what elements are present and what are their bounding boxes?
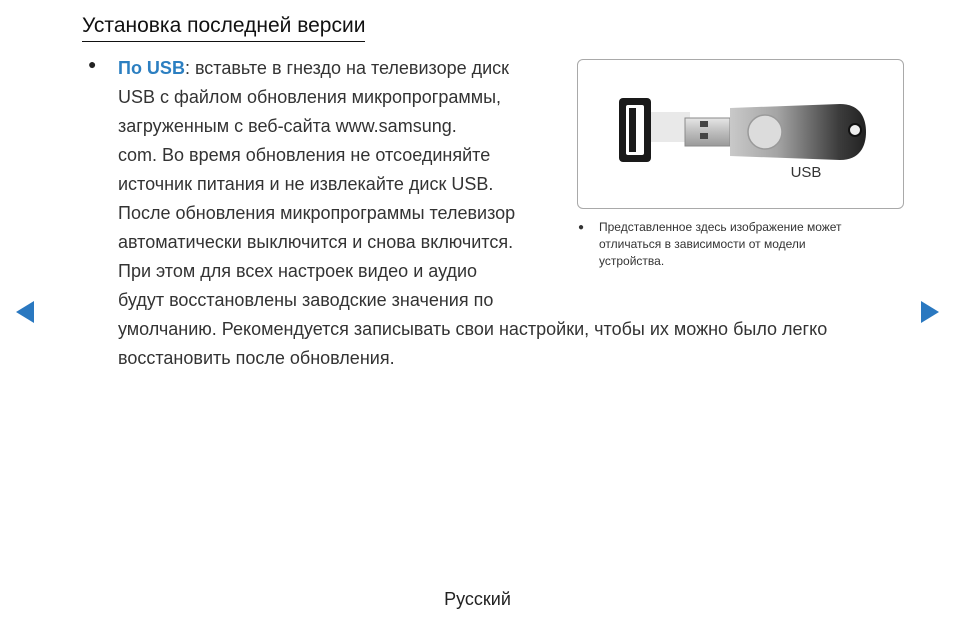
- usb-illustration-box: [577, 59, 904, 209]
- usb-keyring-hole: [849, 124, 861, 136]
- note-line-1: Представленное здесь изображение может: [599, 220, 842, 234]
- usb-body-button: [748, 115, 782, 149]
- page-title: Установка последней версии: [82, 14, 365, 42]
- usb-link[interactable]: По USB: [118, 58, 185, 78]
- figure-note: [578, 219, 878, 270]
- paragraph-line-6: После обновления микропрограммы телевизор: [118, 203, 516, 223]
- paragraph-line-8: При этом для всех настроек видео и аудио: [118, 261, 478, 281]
- note-line-3: устройства.: [599, 254, 665, 268]
- paragraph-line-5: источник питания и не извлекайте диск USB.: [118, 174, 494, 194]
- usb-connector-hole-bottom: [700, 133, 708, 139]
- paragraph-line-10: умолчанию. Рекомендуется записывать свои настройки, чтобы их можно было легко: [118, 319, 828, 339]
- usb-label: USB: [790, 164, 822, 181]
- paragraph-line-9: будут восстановлены заводские значения по: [118, 290, 494, 310]
- prev-page-arrow-icon[interactable]: [16, 301, 34, 323]
- usb-port-tongue: [629, 108, 636, 152]
- paragraph-line-1-text: : вставьте в гнездо на телевизоре диск: [184, 58, 510, 78]
- note-bullet-dot: ●: [578, 222, 585, 233]
- next-page-arrow-icon[interactable]: [921, 301, 939, 323]
- paragraph-line-11: восстановить после обновления.: [118, 348, 395, 368]
- page-footer-language: Русский: [444, 589, 511, 609]
- usb-drive-icon: [578, 60, 905, 210]
- note-line-2: отличаться в зависимости от модели: [599, 237, 806, 251]
- paragraph-line-3: загруженным с веб-сайта www.samsung.: [118, 116, 457, 136]
- bullet-dot: ●: [88, 56, 97, 72]
- usb-connector-hole-top: [700, 121, 708, 127]
- paragraph-line-4: com. Во время обновления не отсоединяйте: [118, 145, 491, 165]
- paragraph-line-2: USB с файлом обновления микропрограммы,: [118, 87, 502, 107]
- paragraph-line-7: автоматически выключится и снова включится.: [118, 232, 514, 252]
